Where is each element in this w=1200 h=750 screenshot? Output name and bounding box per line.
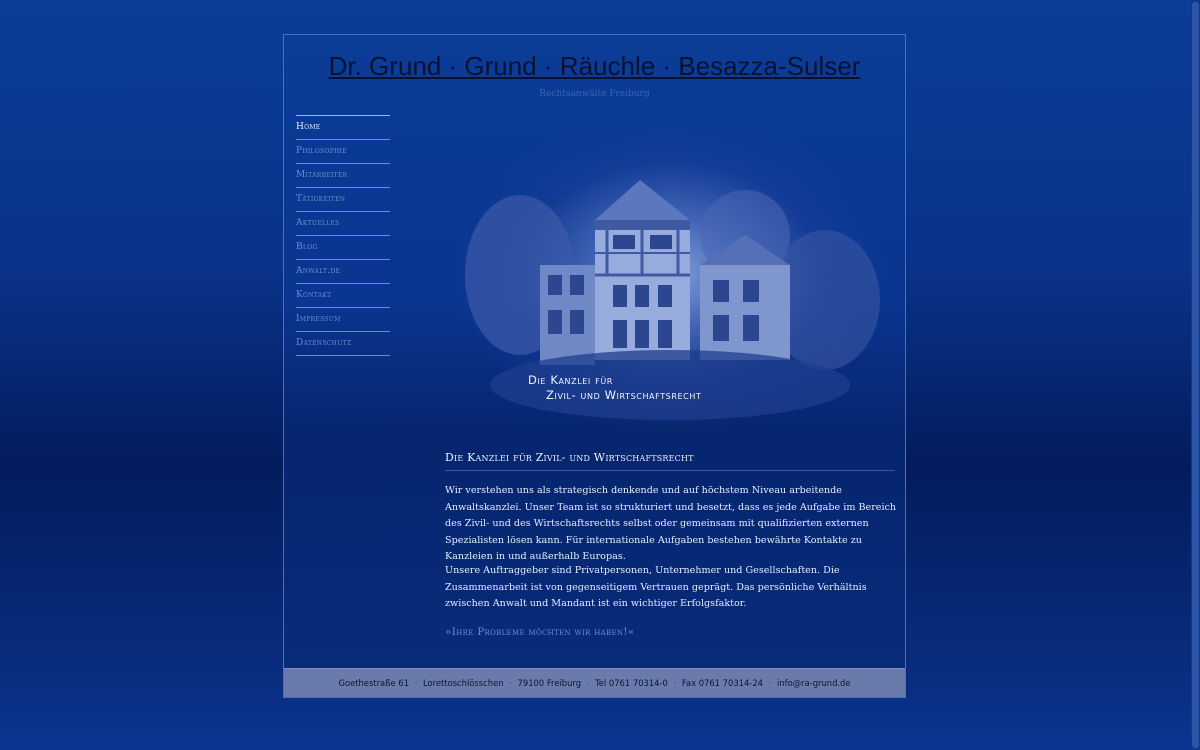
footer-phone: Tel 0761 70314-0 [595,678,668,688]
main-navigation [296,115,390,356]
footer-separator: · [673,678,677,688]
slogan-quote: »Ihre Probleme möchten wir haben!« [445,626,635,638]
intro-paragraph: Wir verstehen uns als strategisch denkende und auf höchstem Niveau arbeitende Anwaltskanzlei. Unser Team ist so strukturiert und besetzt, dass es jede Aufgabe im Bereich des Zivil- und des Wirtschaftsrechts selbst oder gemeinsam mit qualifizierten externen Spezialisten lösen kann. Für internationale Aufgaben bestehen bewährte Kontakte zu Kanzleien in und außerhalb Europas. [445,485,897,562]
footer-separator: · [509,678,512,688]
footer-separator: · [414,678,418,688]
nav-item-impressum[interactable]: Impressum [296,308,390,332]
site-title[interactable]: Dr. Grund · Grund · Räuchle · Besazza-Sulser [328,51,861,81]
scrollbar[interactable] [1191,0,1200,750]
footer-city: 79100 Freiburg [517,678,582,688]
footer-street: Goethestraße 61 [338,678,409,688]
footer-building: Lorettoschlösschen [422,678,504,688]
nav-item-anwalt-de[interactable]: Anwalt.de [296,260,390,284]
clients-paragraph: Unsere Auftraggeber sind Privatpersonen, Unternehmer und Gesellschaften. Die Zusammenarbeit ist von gegenseitigem Vertrauen geprägt. Das persönliche Verhältnis zwischen Anwalt und Mandant ist ein wichtiger Erfolgsfaktor. [445,565,867,609]
site-subtitle: Rechtsanwälte Freiburg [539,89,650,99]
content-heading: Die Kanzlei für Zivil- und Wirtschaftsrecht [445,451,895,471]
hero-image [445,125,895,435]
scrollbar-thumb[interactable] [1192,2,1199,748]
nav-item-taetigkeiten[interactable]: Tätigkeiten [296,188,390,212]
page-container [283,34,906,698]
footer-email-link[interactable]: info@ra-grund.de [777,678,851,688]
nav-item-home[interactable]: Home [296,116,390,140]
footer [284,668,905,697]
nav-item-datenschutz[interactable]: Datenschutz [296,332,390,356]
footer-separator: · [586,678,590,688]
hero-caption-line2: Zivil- und Wirtschaftsrecht [546,388,702,402]
hero-caption-line1: Die Kanzlei für [528,373,613,387]
nav-item-philosophie[interactable]: Philosophie [296,140,390,164]
footer-separator: · [768,678,772,688]
nav-item-mitarbeiter[interactable]: Mitarbeiter [296,164,390,188]
nav-item-kontakt[interactable]: Kontakt [296,284,390,308]
nav-item-blog[interactable]: Blog [296,236,390,260]
hero-caption [528,373,701,403]
nav-item-aktuelles[interactable]: Aktuelles [296,212,390,236]
footer-fax: Fax 0761 70314-24 [681,678,763,688]
